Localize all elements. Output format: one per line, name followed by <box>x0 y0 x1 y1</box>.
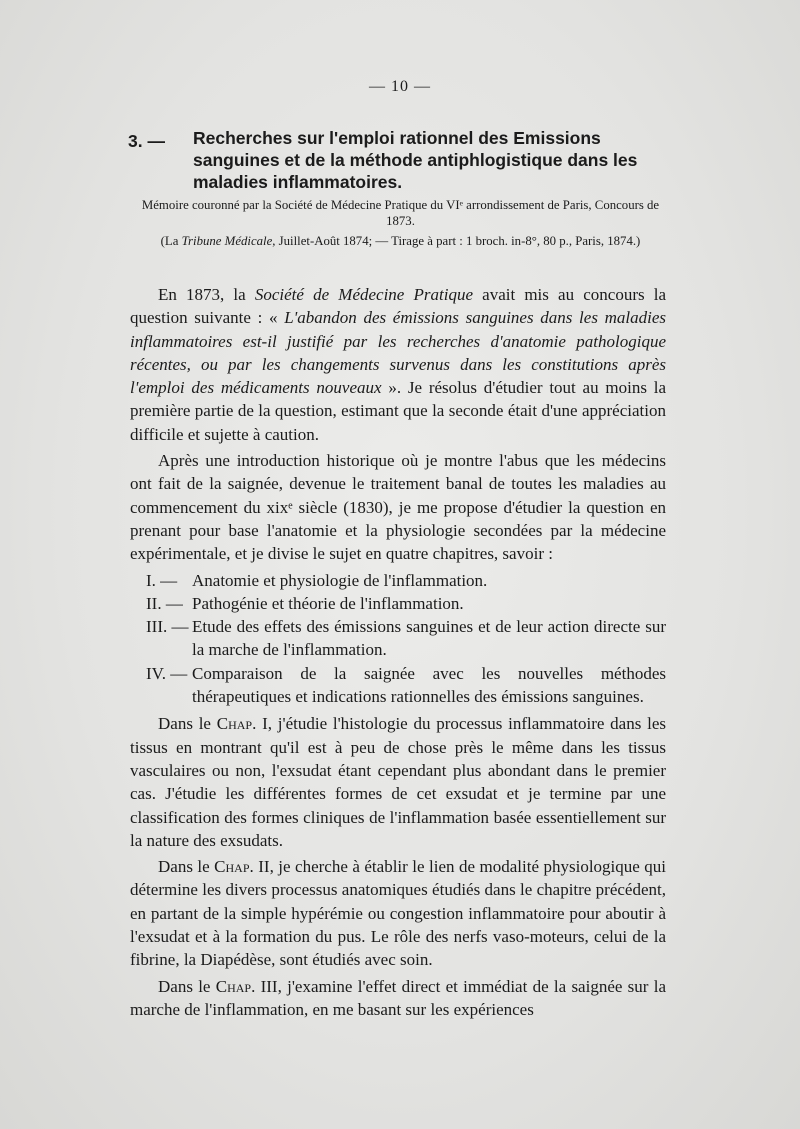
list-item-text: Pathogénie et théorie de l'inflammation. <box>192 593 464 613</box>
list-item-number: IV. — <box>146 663 188 683</box>
p4-text-a: Dans le <box>158 857 215 877</box>
publication-note <box>128 233 673 249</box>
paragraph-1 <box>130 283 666 446</box>
list-item <box>130 615 666 662</box>
p1-text-a: En 1873, la <box>158 285 255 304</box>
body-text <box>130 283 666 1024</box>
society-name: Société de Médecine Pratique <box>254 285 473 304</box>
list-item <box>130 592 666 615</box>
award-note: Mémoire couronné par la Société de Médecine Pratique du VIᵉ arrondissement de Paris, Concours de 1873. <box>141 198 660 228</box>
paragraph-5 <box>130 975 666 1022</box>
paragraph-3 <box>130 712 666 852</box>
list-item-number: I. — <box>146 570 178 590</box>
section-number <box>128 130 165 152</box>
p1-text-c: avait mis au concours la question suivante : « <box>130 285 667 328</box>
p4-text-b: , je cherche à établir le lien de modalité physiologique qui détermine les divers processus anatomiques étudiés dans le chapitre précédent, en partant de la simple hypérémie ou congestion inflammatoire pour aboutir à l'exsudat et à la formation du pus. Le rôle des nerfs vaso-moteurs, celui de la fibrine, la Diapédèse, sont étudiés avec soin. <box>130 857 667 970</box>
p3-text-b: , j'étudie l'histologie du processus inflammatoire dans les tissus en montrant qu'il est à peu de chose près le même dans les tissus vasculaires ou non, l'exsudat étant cependant plus abondant dans le premier cas. J'étudie les différentes formes de cet exsudat et je termine par une classification des formes cliniques de l'inflammation basée essentiellement sur la nature des exsudats. <box>130 714 666 850</box>
list-item-text: Anatomie et physiologie de l'inflammation. <box>192 570 488 590</box>
contest-question: L'abandon des émissions sanguines dans les maladies inflammatoires est-il justifié par les recherches d'anatomie pathologique récentes, ou par les changements survenus dans les constitutions après l'emploi des médicaments nouveaux <box>130 308 666 398</box>
section-heading <box>128 127 673 193</box>
list-item-number: II. — <box>146 593 183 613</box>
publication-prefix: (La <box>160 234 182 248</box>
publication-details: , Juillet-Août 1874; — Tirage à part : 1 broch. in-8°, 80 p., Paris, 1874.) <box>272 234 641 248</box>
p5-text-b: , j'examine l'effet direct et immédiat de la saignée sur la marche de l'inflammation, en me basant sur les expériences <box>130 976 666 1019</box>
section-number-text: 3. <box>128 131 143 151</box>
chapter-ref-3: Chap. III <box>215 976 278 996</box>
list-item-text: Comparaison de la saignée avec les nouvelles méthodes thérapeutiques et indications rationnelles des émissions sanguines. <box>192 663 666 707</box>
list-item-number: III. — <box>146 617 189 637</box>
paragraph-4 <box>130 855 666 971</box>
p3-text-a: Dans le <box>158 714 217 734</box>
list-item <box>130 662 666 709</box>
list-item-text: Etude des effets des émissions sanguines et de leur action directe sur la marche de l'inflammation. <box>192 617 666 660</box>
list-item <box>130 569 666 592</box>
chapter-list <box>130 569 666 709</box>
chapter-ref-2: Chap. II <box>214 857 270 877</box>
p1-text-e: ». Je résolus d'étudier tout au moins la première partie de la question, estimant que la seconde était d'une appréciation difficile et sujette à caution. <box>130 378 666 444</box>
section-title: Recherches sur l'emploi rationnel des Emissions sanguines et de la méthode antiphlogistique dans les maladies inflammatoires. <box>193 128 638 192</box>
page-number: — 10 — <box>369 78 431 95</box>
paragraph-2: Après une introduction historique où je montre l'abus que les médecins ont fait de la saignée, devenue le traitement banal de toutes les maladies au commencement du xixᵉ siècle (1830), je me propose d'étudier la question en prenant pour base l'anatomie et la physiologie secondées par la médecine expérimentale, et je divise le sujet en quatre chapitres, savoir : <box>130 451 666 564</box>
section-dash: — <box>147 131 165 151</box>
p5-text-a: Dans le <box>158 976 216 996</box>
chapter-ref-1: Chap. I <box>216 714 268 734</box>
journal-name: Tribune Médicale <box>181 234 273 248</box>
